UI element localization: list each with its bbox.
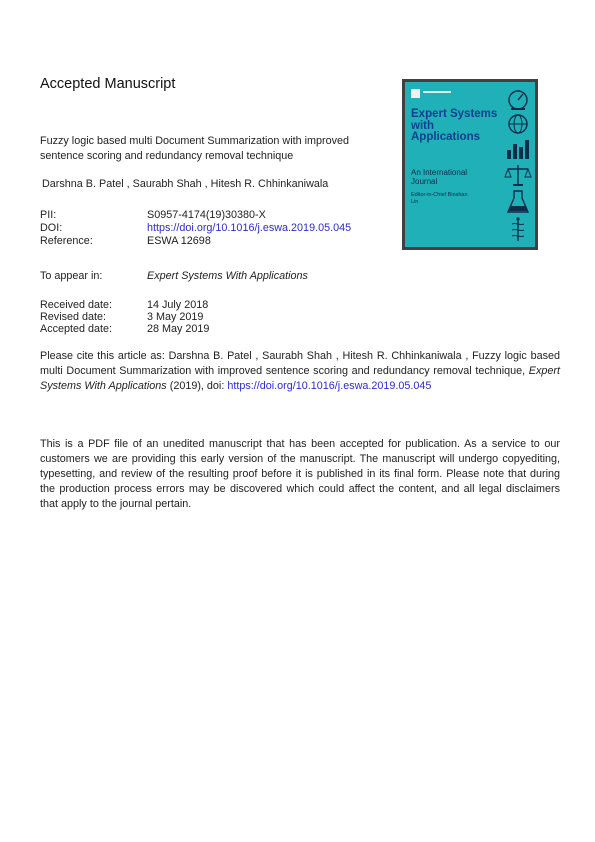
received-row xyxy=(40,299,208,311)
article-title: Fuzzy logic based multi Document Summarization with improved sentence scoring and redundancy removal technique xyxy=(40,135,350,162)
publisher-mark xyxy=(423,91,451,93)
citation-prefix: Please cite this article as: Darshna B. Patel , Saurabh Shah , Hitesh R. Chhinkaniwala , Fuzzy logic based multi Document Summarization with improved sentence scoring and redundancy removal technique, xyxy=(40,350,560,377)
appear-row xyxy=(40,270,308,282)
gauge-icon xyxy=(501,86,535,112)
bar-chart-icon xyxy=(501,136,535,162)
appear-journal: Expert Systems With Applications xyxy=(147,270,308,282)
revised-value: 3 May 2019 xyxy=(147,311,204,323)
citation-doi-link[interactable]: https://doi.org/10.1016/j.eswa.2019.05.045 xyxy=(227,380,432,392)
revised-label: Revised date: xyxy=(40,311,107,323)
scales-icon xyxy=(501,162,535,188)
doi-row xyxy=(40,222,351,234)
citation-middle: (2019), doi: xyxy=(166,380,228,392)
received-value: 14 July 2018 xyxy=(147,299,209,311)
manuscript-notice: This is a PDF file of an unedited manuscript that has been accepted for publication. As a service to our customers we are providing this early version of the manuscript. The manuscript will undergo copyediting, typesetting, and review of the resulting proof before it is published in its final form. Please note that during the production process errors may be discovered which could affect the content, and all legal disclaimers that apply to the journal pertain. xyxy=(40,438,560,510)
reference-label: Reference: xyxy=(40,235,93,247)
pii-value: S0957-4174(19)30380-X xyxy=(147,209,266,221)
article-authors: Darshna B. Patel , Saurabh Shah , Hitesh R. Chhinkaniwala xyxy=(42,178,329,190)
received-label: Received date: xyxy=(40,299,113,311)
pii-row xyxy=(40,209,266,221)
appear-label: To appear in: xyxy=(40,270,103,282)
caduceus-icon xyxy=(501,216,535,244)
journal-cover xyxy=(402,79,538,250)
cover-illustration-strip xyxy=(501,82,535,247)
cover-journal-subtitle: An International Journal xyxy=(411,168,468,186)
doi-link[interactable]: https://doi.org/10.1016/j.eswa.2019.05.045 xyxy=(147,222,352,234)
reference-value: ESWA 12698 xyxy=(147,235,211,247)
accepted-row xyxy=(40,323,209,335)
citation-paragraph xyxy=(40,349,560,394)
flask-icon xyxy=(501,188,535,216)
citation-journal: Expert Systems With Applications xyxy=(40,365,560,392)
accepted-label: Accepted date: xyxy=(40,323,113,335)
publisher-logo-icon xyxy=(411,89,420,98)
pii-label: PII: xyxy=(40,209,57,221)
journal-cover-panel xyxy=(405,82,535,247)
reference-row xyxy=(40,235,211,247)
cover-journal-title: Expert Systems with Applications xyxy=(411,108,498,144)
accepted-value: 28 May 2019 xyxy=(147,323,210,335)
doi-label: DOI: xyxy=(40,222,63,234)
cover-editor: Editor-in-Chief Binshan Lin xyxy=(411,192,468,205)
globe-icon xyxy=(501,112,535,136)
revised-row xyxy=(40,311,203,323)
manuscript-heading: Accepted Manuscript xyxy=(40,76,176,92)
